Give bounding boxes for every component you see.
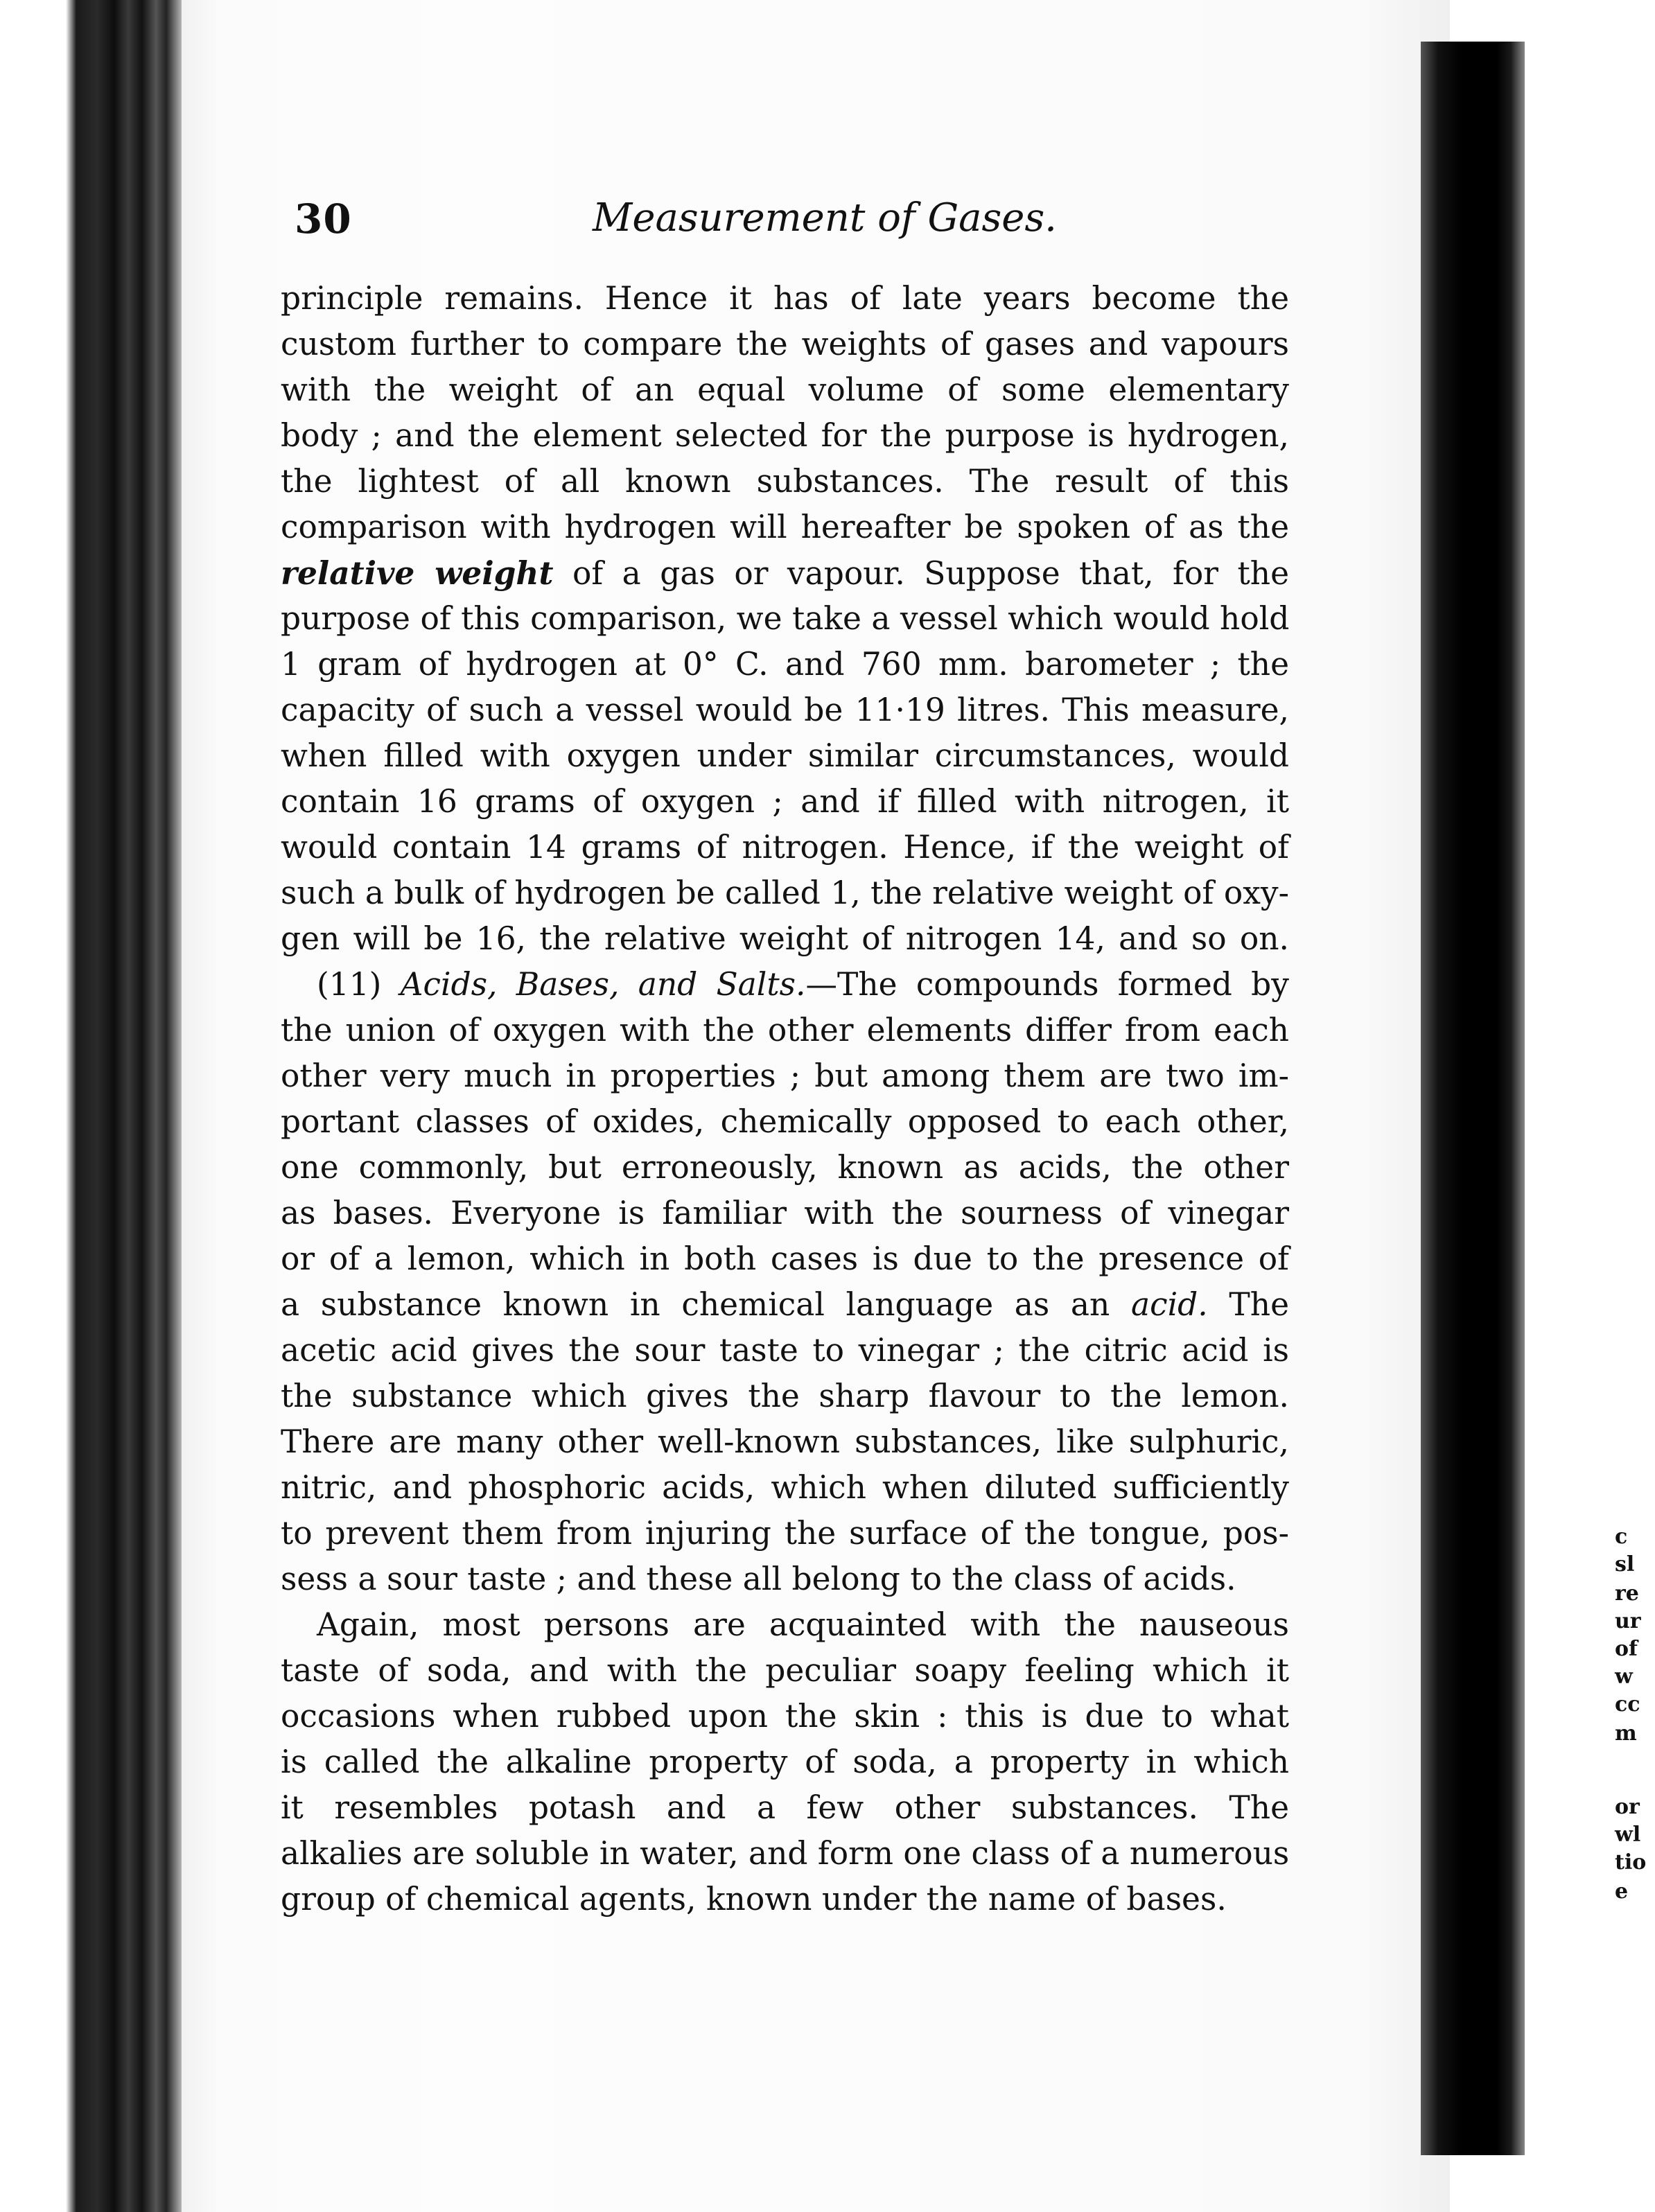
body-text <box>281 276 1289 1922</box>
text-run: There are many other well-known substances, like sulphuric, <box>281 1423 1289 1460</box>
text-line <box>281 1191 1289 1236</box>
text-run: acetic acid gives the sour taste to vinegar ; the citric acid is <box>281 1332 1289 1369</box>
page-number: 30 <box>295 195 352 243</box>
text-run: or of a lemon, which in both cases is due to the presence of <box>281 1240 1289 1277</box>
text-run: it resembles potash and a few other substances. The <box>281 1789 1289 1826</box>
adjacent-page-letter: of <box>1615 1637 1638 1661</box>
text-run: capacity of such a vessel would be 11·19 litres. This measure, <box>281 692 1289 728</box>
emphasized-text: Acids, Bases, and Salts. <box>400 966 806 1003</box>
adjacent-page-letter: cc <box>1615 1692 1640 1717</box>
text-run: the union of oxygen with the other elements differ from each <box>281 1012 1289 1048</box>
text-line <box>281 1328 1289 1373</box>
text-run: occasions when rubbed upon the skin : this is due to what <box>281 1698 1289 1735</box>
text-line <box>281 962 1289 1008</box>
text-line <box>281 1373 1289 1419</box>
text-run: comparison with hydrogen will hereafter be spoken of as the <box>281 509 1289 545</box>
text-line <box>281 1648 1289 1694</box>
text-line <box>281 687 1289 733</box>
adjacent-page-letter: wl <box>1615 1823 1641 1847</box>
text-run: nitric, and phosphoric acids, which when diluted sufficiently <box>281 1469 1289 1506</box>
text-line <box>281 459 1289 504</box>
text-run: (11) <box>317 966 401 1003</box>
text-run: sess a sour taste ; and these all belong to the class of acids. <box>281 1561 1236 1597</box>
text-run: with the weight of an equal volume of some elementary <box>281 371 1289 408</box>
text-run: —The compounds formed by <box>805 966 1289 1003</box>
text-line <box>281 1511 1289 1556</box>
text-line <box>281 1877 1289 1922</box>
text-run: body ; and the element selected for the purpose is hydrogen, <box>281 417 1289 454</box>
text-line <box>281 1739 1289 1785</box>
adjacent-page-letter: or <box>1615 1795 1640 1819</box>
text-run: to prevent them from injuring the surface of the tongue, pos- <box>281 1515 1289 1552</box>
text-line <box>281 550 1289 596</box>
text-run: The <box>1207 1286 1289 1323</box>
text-line <box>281 1419 1289 1465</box>
text-line <box>281 870 1289 916</box>
text-line <box>281 1602 1289 1648</box>
text-run: the lightest of all known substances. The result of this <box>281 463 1289 500</box>
text-run: taste of soda, and with the peculiar soapy feeling which it <box>281 1652 1289 1689</box>
running-head <box>295 195 1313 251</box>
text-line <box>281 1145 1289 1191</box>
adjacent-page-letter: e <box>1615 1879 1629 1904</box>
text-line <box>281 916 1289 962</box>
text-line <box>281 1694 1289 1739</box>
text-line <box>281 504 1289 550</box>
adjacent-page-letter: ur <box>1615 1609 1641 1633</box>
text-run: as bases. Everyone is familiar with the sourness of vinegar <box>281 1195 1289 1231</box>
text-line <box>281 322 1289 367</box>
text-run: alkalies are soluble in water, and form one class of a numerous <box>281 1835 1290 1872</box>
text-line <box>281 1556 1289 1602</box>
text-line <box>281 825 1289 870</box>
text-line <box>281 367 1289 413</box>
running-title: Measurement of Gases. <box>593 195 1057 240</box>
book-binding-gutter <box>0 0 187 2212</box>
text-run: other very much in properties ; but among them are two im- <box>281 1057 1289 1094</box>
adjacent-page-letter: sl <box>1615 1552 1635 1577</box>
emphasized-text: relative weight <box>281 554 554 592</box>
page-edge-shadow <box>1421 42 1528 2155</box>
text-run: is called the alkaline property of soda, a property in which <box>281 1744 1289 1780</box>
text-run: gen will be 16, the relative weight of nitrogen 14, and so on. <box>281 920 1289 957</box>
adjacent-page-letter: c <box>1615 1525 1628 1549</box>
text-run: contain 16 grams of oxygen ; and if filled with nitrogen, it <box>281 783 1289 820</box>
text-line <box>281 276 1289 322</box>
text-run: Again, most persons are acquainted with the nauseous <box>317 1606 1289 1643</box>
text-run: principle remains. Hence it has of late years become the <box>281 280 1289 317</box>
adjacent-page-letter: m <box>1615 1721 1637 1746</box>
text-line <box>281 1831 1289 1877</box>
text-run: group of chemical agents, known under the name of bases. <box>281 1881 1227 1917</box>
text-run: one commonly, but erroneously, known as acids, the other <box>281 1149 1289 1186</box>
emphasized-text: acid. <box>1131 1286 1208 1323</box>
text-line <box>281 1236 1289 1282</box>
adjacent-page-letter: w <box>1615 1665 1633 1689</box>
text-line <box>281 1053 1289 1099</box>
text-line <box>281 779 1289 825</box>
text-run: the substance which gives the sharp flavour to the lemon. <box>281 1378 1289 1414</box>
text-line <box>281 1282 1289 1328</box>
text-run: purpose of this comparison, we take a vessel which would hold <box>281 600 1290 637</box>
text-line <box>281 1465 1289 1511</box>
text-line <box>281 1785 1289 1831</box>
text-run: such a bulk of hydrogen be called 1, the relative weight of oxy- <box>281 875 1289 911</box>
text-run: of a gas or vapour. Suppose that, for the <box>553 555 1289 592</box>
text-run: 1 gram of hydrogen at 0° C. and 760 mm. barometer ; the <box>281 646 1289 683</box>
text-run: portant classes of oxides, chemically opposed to each other, <box>281 1103 1289 1140</box>
text-line <box>281 413 1289 459</box>
adjacent-page-letter: re <box>1615 1581 1639 1606</box>
text-line <box>281 1099 1289 1145</box>
text-run: a substance known in chemical language as an <box>281 1286 1131 1323</box>
text-run: custom further to compare the weights of gases and vapours <box>281 326 1289 362</box>
text-line <box>281 733 1289 779</box>
text-run: would contain 14 grams of nitrogen. Hence, if the weight of <box>281 829 1289 866</box>
adjacent-page <box>1525 28 1655 2212</box>
text-line <box>281 642 1289 687</box>
text-line <box>281 1008 1289 1053</box>
adjacent-page-letter: tio <box>1615 1850 1647 1875</box>
text-line <box>281 596 1289 642</box>
text-run: when filled with oxygen under similar circumstances, would <box>281 737 1289 774</box>
